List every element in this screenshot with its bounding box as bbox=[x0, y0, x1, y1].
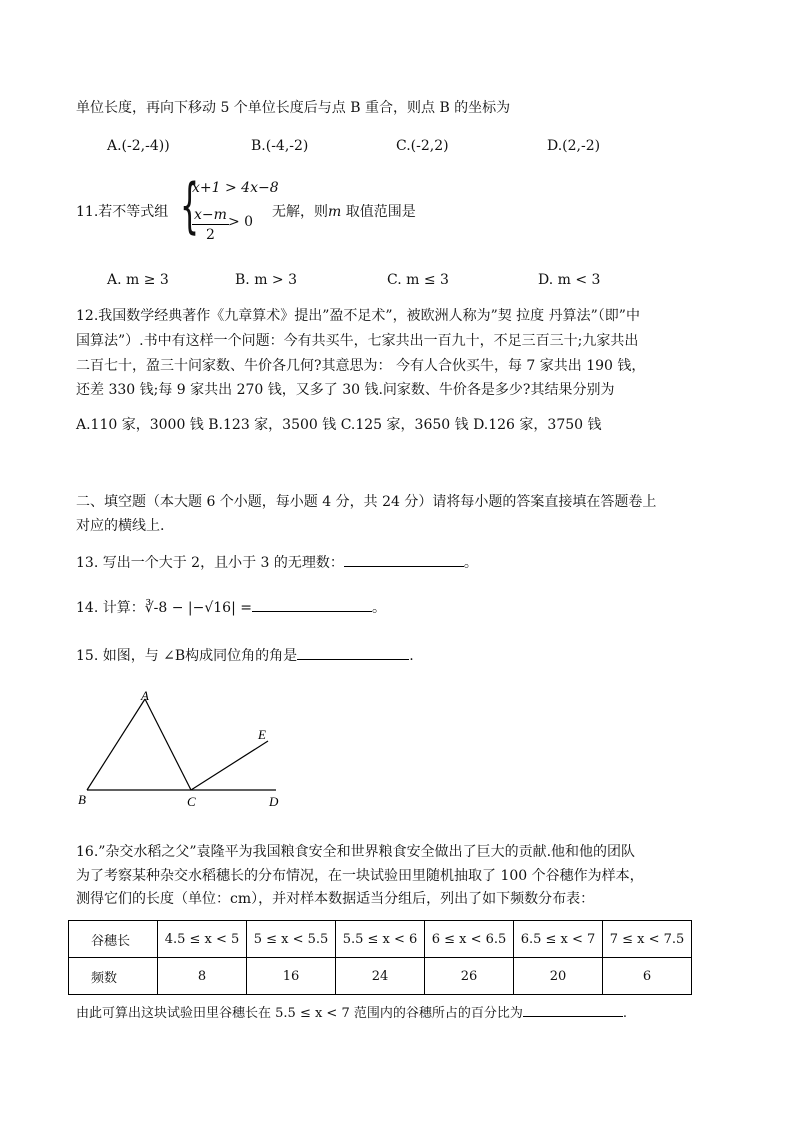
table-cell-count: 8 bbox=[158, 958, 247, 995]
frequency-table bbox=[68, 920, 692, 995]
q16-line-3: 测得它们的长度（单位：cm），并对样本数据适当分组后，列出了如下频数分布表： bbox=[76, 891, 595, 907]
table-cell-interval: 4.5 ≤ x < 5 bbox=[158, 921, 247, 958]
q12-line-4: 还差 330 钱;每 9 家共出 270 钱，又多了 30 钱.问家数、牛价各是多少?其结果分别为 bbox=[76, 382, 615, 398]
table-cell-interval: 6.5 ≤ x < 7 bbox=[514, 921, 603, 958]
q12-line-2: 国算法”）.书中有这样一个问题：今有共买牛，七家共出一百九十，不足三百三十;九家共出 bbox=[76, 333, 639, 349]
table-cell-interval: 5.5 ≤ x < 6 bbox=[336, 921, 425, 958]
q10-text: 单位长度，再向下移动 5 个单位长度后与点 B 重合，则点 B 的坐标为 bbox=[76, 100, 511, 116]
table-cell-count: 26 bbox=[425, 958, 514, 995]
table-cell-count: 16 bbox=[247, 958, 336, 995]
table-header-frequency: 频数 bbox=[69, 958, 158, 995]
q11-choice-b: B. m > 3 bbox=[235, 272, 298, 288]
q14 bbox=[76, 597, 386, 618]
label-a: A bbox=[141, 688, 149, 703]
q16-line-2: 为了考察某种杂交水稻穗长的分布情况，在一块试验田里随机抽取了 100 个谷穗作为样本， bbox=[76, 868, 644, 884]
q11-suffix-a: 无解，则 bbox=[272, 204, 328, 220]
q11-choice-c: C. m ≤ 3 bbox=[387, 272, 449, 288]
q13-text: 13. 写出一个大于 2，且小于 3 的无理数： bbox=[76, 555, 344, 571]
q13-end: 。 bbox=[463, 555, 478, 571]
q15-end: . bbox=[409, 648, 414, 664]
q14-answer-blank[interactable] bbox=[252, 597, 372, 612]
q16-line-1: 16.”杂交水稻之父”袁隆平为我国粮食安全和世界粮食安全做出了巨大的贡献.他和他的团队 bbox=[76, 844, 636, 860]
q11-fraction-denominator: 2 bbox=[205, 227, 215, 243]
q11-choice-a: A. m ≥ 3 bbox=[107, 272, 169, 288]
section-2-heading-cont: 对应的横线上. bbox=[76, 518, 165, 534]
table-row-intervals bbox=[69, 921, 692, 958]
q13-answer-blank[interactable] bbox=[344, 552, 464, 567]
line-ab bbox=[87, 699, 145, 790]
q11-suffix bbox=[272, 202, 416, 222]
q11-fraction-numerator: x−m bbox=[194, 207, 227, 223]
label-e: E bbox=[258, 727, 266, 742]
line-ce bbox=[191, 741, 268, 790]
label-d: D bbox=[269, 794, 279, 809]
table-cell-interval: 5 ≤ x < 5.5 bbox=[247, 921, 336, 958]
q11-prefix: 11.若不等式组 bbox=[76, 204, 169, 220]
q16-after-end: . bbox=[622, 1006, 627, 1021]
table-header-length: 谷穗长 bbox=[69, 921, 158, 958]
q11-suffix-b: 取值范围是 bbox=[341, 204, 416, 220]
q14-expression: ∛-8 − |−√16| = bbox=[144, 600, 252, 616]
q12-line-3: 二百七十，盈三十问家数、牛价各几何?其意思为： 今有人合伙买牛，每 7 家共出 190 钱， bbox=[76, 358, 646, 374]
q14-prefix: 14. 计算： bbox=[76, 600, 145, 616]
line-ac bbox=[145, 699, 191, 790]
q11-inequality-1: x+1 > 4x−8 bbox=[192, 180, 279, 196]
table-cell-interval: 6 ≤ x < 6.5 bbox=[425, 921, 514, 958]
geometry-figure bbox=[70, 688, 290, 812]
q10-choice-d: D.(2,-2) bbox=[547, 138, 601, 154]
table-cell-interval: 7 ≤ x < 7.5 bbox=[603, 921, 692, 958]
table-row-counts bbox=[69, 958, 692, 995]
q11-choice-d: D. m < 3 bbox=[538, 272, 601, 288]
q11-var: m bbox=[328, 204, 342, 220]
q12-choices: A.110 家，3000 钱 B.123 家，3500 钱 C.125 家，3650 钱 D.126 家，3750 钱 bbox=[76, 417, 602, 433]
q16-after bbox=[76, 1002, 627, 1024]
section-2-heading: 二、填空题（本大题 6 个小题，每小题 4 分，共 24 分）请将每小题的答案直接填在答题卷上 bbox=[76, 494, 657, 510]
system-brace: { bbox=[180, 171, 200, 241]
q15-answer-blank[interactable] bbox=[297, 645, 409, 660]
q10-choice-a: A.(-2,-4)) bbox=[107, 138, 170, 154]
q15-text: 15. 如图，与 ∠B构成同位角的角是 bbox=[76, 648, 298, 664]
table-cell-count: 24 bbox=[336, 958, 425, 995]
q16-after-text: 由此可算出这块试验田里谷穗长在 5.5 ≤ x < 7 范围内的谷穗所占的百分比为 bbox=[76, 1006, 523, 1021]
table-cell-count: 20 bbox=[514, 958, 603, 995]
q15 bbox=[76, 645, 414, 666]
q11-inequality-2-rel: > 0 bbox=[228, 214, 254, 230]
q10-choice-b: B.(-4,-2) bbox=[251, 138, 309, 154]
q11-fraction bbox=[192, 206, 229, 245]
table-cell-count: 6 bbox=[603, 958, 692, 995]
q14-end: 。 bbox=[372, 600, 386, 616]
q13 bbox=[76, 552, 478, 573]
q12-line-1: 12.我国数学经典著作《九章算术》提出”盈不足术”，被欧洲人称为”契 拉度 丹算法”（即”中 bbox=[76, 308, 640, 324]
label-c: C bbox=[187, 794, 196, 809]
q10-choice-c: C.(-2,2) bbox=[396, 138, 449, 154]
q16-answer-blank[interactable] bbox=[523, 1002, 623, 1017]
label-b: B bbox=[78, 792, 86, 807]
